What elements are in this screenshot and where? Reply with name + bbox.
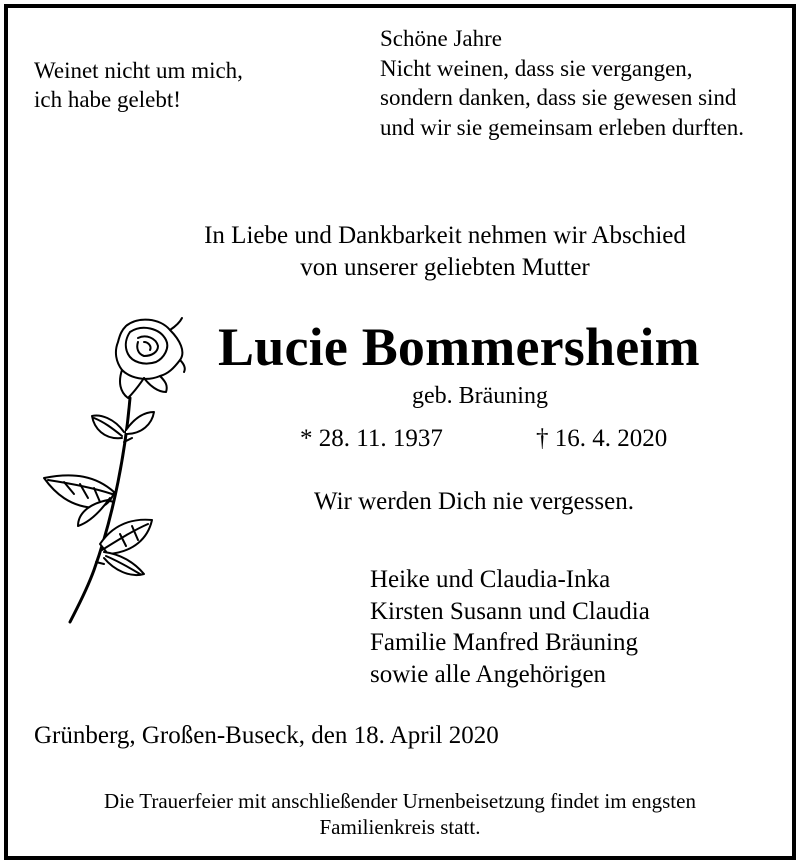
deceased-name: Lucie Bommersheim	[218, 317, 700, 377]
intro-text	[0, 220, 800, 284]
quote-right-line: Nicht weinen, dass sie vergangen,	[380, 55, 693, 81]
funeral-note	[0, 788, 800, 840]
quote-left-line: ich habe gelebt!	[34, 87, 181, 112]
quote-left	[34, 56, 243, 114]
place-and-date: Grünberg, Großen-Buseck, den 18. April 2020	[34, 722, 499, 749]
intro-line: von unserer geliebten Mutter	[300, 254, 590, 281]
rose-icon	[34, 312, 194, 632]
funeral-note-line: Familienkreis statt.	[319, 815, 481, 839]
mourner-entry: Heike und Claudia-Inka	[370, 566, 611, 593]
funeral-note-line: Die Trauerfeier mit anschließender Urnenbeisetzung findet im engsten	[104, 789, 696, 813]
quote-right-line: und wir sie gemeinsam erleben durften.	[380, 114, 745, 140]
mourner-entry: Kirsten Susann und Claudia	[370, 597, 650, 625]
mourner-entry: Familie Manfred Bräuning	[370, 629, 638, 656]
quote-left-line: Weinet nicht um mich,	[34, 58, 243, 83]
maiden-name: geb. Bräuning	[412, 383, 548, 409]
memory-line: Wir werden Dich nie vergessen.	[314, 488, 634, 515]
mourners-list	[370, 564, 650, 690]
intro-line: In Liebe und Dankbarkeit nehmen wir Abschied	[204, 222, 686, 249]
quote-right	[380, 24, 744, 142]
death-date: † 16. 4. 2020	[536, 425, 668, 452]
quote-right-title: Schöne Jahre	[380, 26, 502, 51]
mourner-entry: sowie alle Angehörigen	[370, 660, 607, 688]
birth-date: * 28. 11. 1937	[300, 425, 443, 452]
quote-right-line: sondern danken, dass sie gewesen sind	[380, 85, 737, 110]
